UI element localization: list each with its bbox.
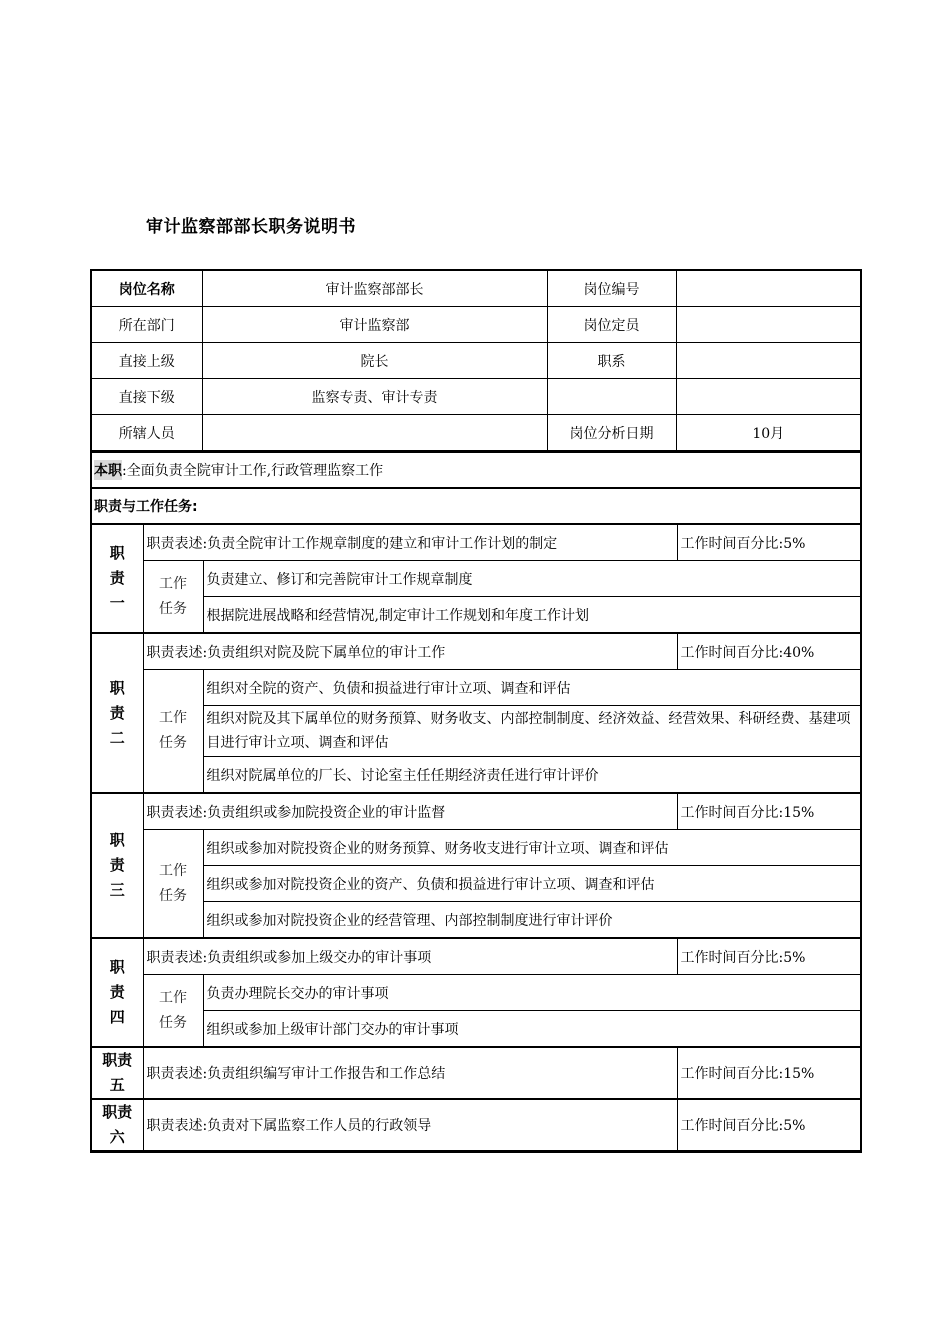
task-item: 组织对院及其下属单位的财务预算、财务收支、内部控制制度、经济效益、经营效果、科研经费、基建项目进行审计立项、调查和评估: [203, 706, 860, 757]
duty-key: 职责三: [92, 793, 143, 938]
task-row: [92, 975, 860, 1011]
empty-cell: [547, 379, 676, 415]
duty-description: 职责表述:负责对下属监察工作人员的行政领导: [143, 1099, 677, 1151]
direct-superior-value: 院长: [202, 343, 547, 379]
task-label: 工作任务: [143, 830, 203, 939]
task-row: [92, 902, 860, 939]
department-value: 审计监察部: [202, 307, 547, 343]
task-item: 组织对全院的资产、负债和损益进行审计立项、调查和评估: [203, 670, 860, 706]
task-row: [92, 597, 860, 634]
duty-row: [92, 1047, 860, 1099]
main-duty-text: :全面负责全院审计工作,行政管理监察工作: [122, 463, 384, 479]
duty-key: 职责六: [92, 1099, 143, 1151]
task-item: 组织或参加对院投资企业的经营管理、内部控制制度进行审计评价: [203, 902, 860, 939]
duty-description: 职责表述:负责组织或参加上级交办的审计事项: [143, 938, 677, 975]
direct-superior-label: 直接上级: [92, 343, 202, 379]
position-code-label: 岗位编号: [547, 271, 676, 307]
task-label: 工作任务: [143, 561, 203, 634]
duty-time-percent: 工作时间百分比:40%: [677, 633, 860, 670]
job-family-value: [676, 343, 860, 379]
empty-cell: [676, 379, 860, 415]
job-family-label: 职系: [547, 343, 676, 379]
task-row: [92, 706, 860, 757]
headcount-value: [676, 307, 860, 343]
task-row: [92, 1011, 860, 1048]
duty-key: 职责五: [92, 1047, 143, 1099]
task-item: 负责办理院长交办的审计事项: [203, 975, 860, 1011]
duty-time-percent: 工作时间百分比:5%: [677, 938, 860, 975]
headcount-label: 岗位定员: [547, 307, 676, 343]
info-row: [92, 271, 860, 307]
duty-row: [92, 793, 860, 830]
info-row: [92, 415, 860, 451]
direct-subordinate-label: 直接下级: [92, 379, 202, 415]
task-label: 工作任务: [143, 975, 203, 1048]
info-row: [92, 379, 860, 415]
duty-time-percent: 工作时间百分比:5%: [677, 1099, 860, 1151]
task-row: [92, 830, 860, 866]
duties-table: [92, 523, 860, 1151]
duty-row: [92, 938, 860, 975]
task-row: [92, 757, 860, 794]
staff-value: [202, 415, 547, 451]
duty-description: 职责表述:负责全院审计工作规章制度的建立和审计工作计划的制定: [143, 524, 677, 561]
task-row: [92, 670, 860, 706]
task-row: [92, 561, 860, 597]
position-name-label: 岗位名称: [92, 271, 202, 307]
duty-time-percent: 工作时间百分比:15%: [677, 793, 860, 830]
job-description-form: [90, 269, 862, 1153]
duty-time-percent: 工作时间百分比:15%: [677, 1047, 860, 1099]
task-item: 组织或参加对院投资企业的财务预算、财务收支进行审计立项、调查和评估: [203, 830, 860, 866]
duty-row: [92, 524, 860, 561]
position-name-value: 审计监察部部长: [202, 271, 547, 307]
department-label: 所在部门: [92, 307, 202, 343]
task-item: 组织对院属单位的厂长、讨论室主任任期经济责任进行审计评价: [203, 757, 860, 794]
duty-time-percent: 工作时间百分比:5%: [677, 524, 860, 561]
position-code-value: [676, 271, 860, 307]
task-item: 负责建立、修订和完善院审计工作规章制度: [203, 561, 860, 597]
duty-description: 职责表述:负责组织或参加院投资企业的审计监督: [143, 793, 677, 830]
duty-description: 职责表述:负责组织对院及院下属单位的审计工作: [143, 633, 677, 670]
staff-label: 所辖人员: [92, 415, 202, 451]
position-info-table: [92, 271, 860, 451]
task-item: 组织或参加对院投资企业的资产、负债和损益进行审计立项、调查和评估: [203, 866, 860, 902]
analysis-date-label: 岗位分析日期: [547, 415, 676, 451]
duty-key: 职责二: [92, 633, 143, 793]
duty-description: 职责表述:负责组织编写审计工作报告和工作总结: [143, 1047, 677, 1099]
main-duty-label: 本职: [94, 460, 122, 480]
task-row: [92, 866, 860, 902]
task-item: 组织或参加上级审计部门交办的审计事项: [203, 1011, 860, 1048]
duty-key: 职责四: [92, 938, 143, 1047]
section-title: 职责与工作任务:: [92, 487, 860, 523]
duty-row: [92, 633, 860, 670]
document-title: 审计监察部部长职务说明书: [146, 217, 356, 237]
task-item: 根据院进展战略和经营情况,制定审计工作规划和年度工作计划: [203, 597, 860, 634]
info-row: [92, 307, 860, 343]
task-label: 工作任务: [143, 670, 203, 794]
analysis-date-value: 10月: [676, 415, 860, 451]
duty-row: [92, 1099, 860, 1151]
main-duty-row: [92, 451, 860, 487]
info-row: [92, 343, 860, 379]
duty-key: 职责一: [92, 524, 143, 633]
direct-subordinate-value: 监察专责、审计专责: [202, 379, 547, 415]
